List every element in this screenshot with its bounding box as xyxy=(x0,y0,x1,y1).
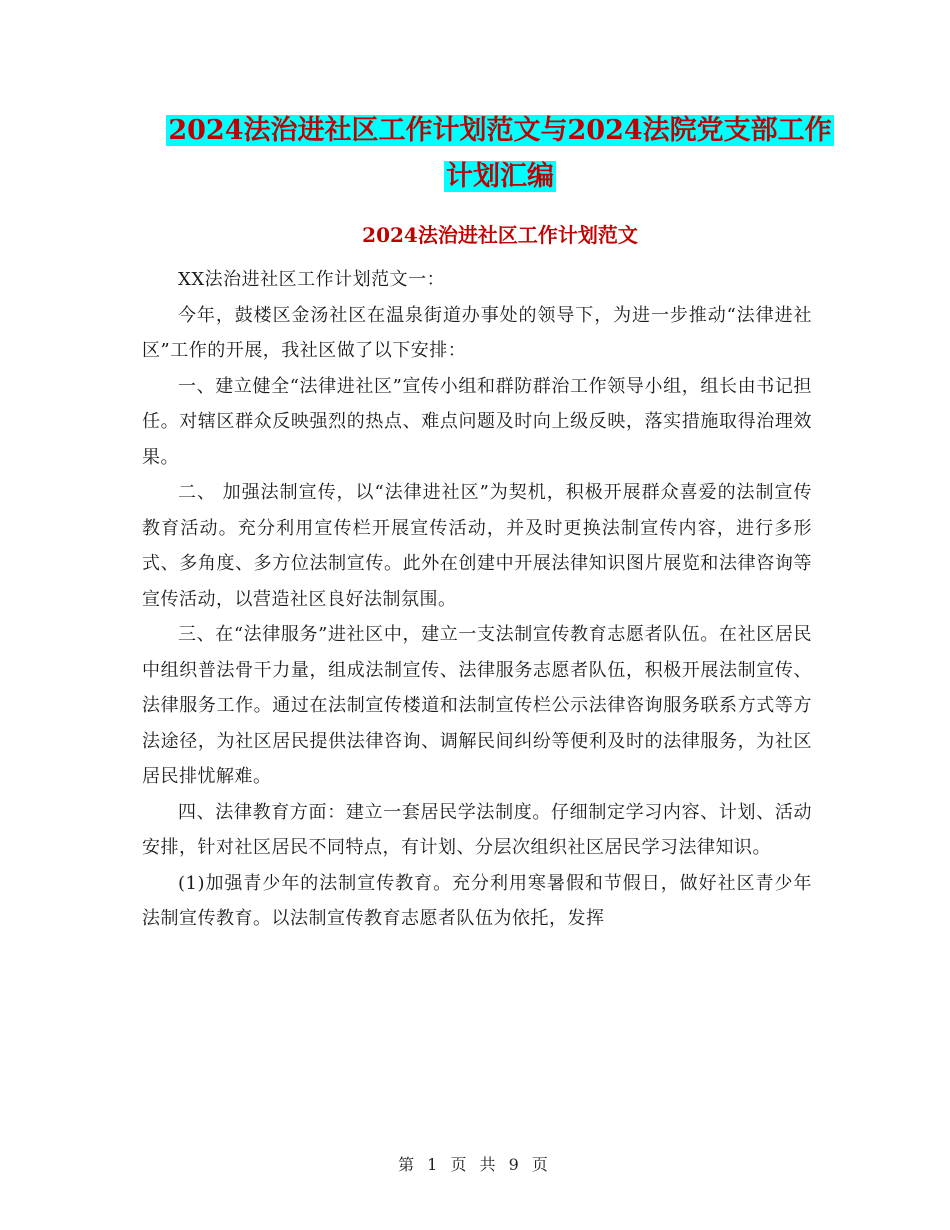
paragraph: 一、建立健全“法律进社区”宣传小组和群防群治工作领导小组，组长由书记担任。对辖区群众反映强烈的热点、难点问题及时向上级反映，落实措施取得治理效果。 xyxy=(142,375,812,468)
paragraph: 四、法律教育方面：建立一套居民学法制度。仔细制定学习内容、计划、活动安排，针对社区居民不同特点，有计划、分层次组织社区居民学习法律知识。 xyxy=(142,801,812,858)
paragraph: (1)加强青少年的法制宣传教育。充分利用寒暑假和节假日，做好社区青少年法制宣传教育。以法制宣传教育志愿者队伍为依托，发挥 xyxy=(142,872,812,929)
section-title: 2024法治进社区工作计划范文 xyxy=(362,223,638,247)
document-title-line-1: 2024法治进社区工作计划范文与2024法院党支部工作 xyxy=(168,115,832,146)
document-body xyxy=(142,262,812,937)
document-title xyxy=(150,108,850,200)
paragraph: XX法治进社区工作计划范文一： xyxy=(178,269,446,290)
paragraph: 今年，鼓楼区金汤社区在温泉街道办事处的领导下，为进一步推动“法律进社区”工作的开展，我社区做了以下安排： xyxy=(142,304,812,361)
paragraph: 二、 加强法制宣传，以“法律进社区”为契机，积极开展群众喜爱的法制宣传教育活动。充分利用宣传栏开展宣传活动，并及时更换法制宣传内容，进行多形式、多角度、多方位法制宣传。此外在创建中开展法律知识图片展览和法律咨询等宣传活动，以营造社区良好法制氛围。 xyxy=(142,482,812,610)
paragraph: 三、在“法律服务”进社区中，建立一支法制宣传教育志愿者队伍。在社区居民中组织普法骨干力量，组成法制宣传、法律服务志愿者队伍，积极开展法制宣传、法律服务工作。通过在法制宣传楼道和法制宣传栏公示法律咨询服务联系方式等方法途径，为社区居民提供法律咨询、调解民间纠纷等便利及时的法律服务，为社区居民排忧解难。 xyxy=(142,624,812,787)
page-footer: 第 1 页 共 9 页 xyxy=(398,1155,552,1174)
document-title-line-2: 计划汇编 xyxy=(446,161,554,192)
